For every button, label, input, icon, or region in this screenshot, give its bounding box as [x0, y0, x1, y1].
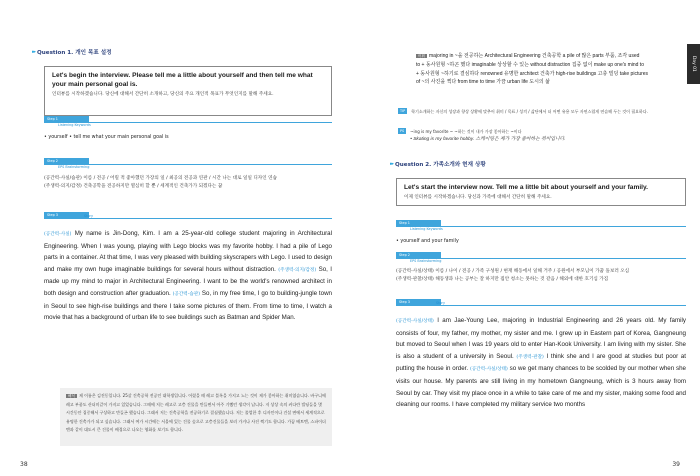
step2-title-right: EPS Brainstorming [410, 259, 442, 263]
question-1-heading: ▸▸ Question 1. 개인 목표 설정 [32, 49, 112, 56]
translation-label: 해석 [68, 394, 75, 398]
page-number-right: 39 [672, 461, 680, 468]
step3-title: Story [84, 214, 93, 218]
step1-section-right: Step 1 Listening Keywords • yourself and your family [396, 220, 686, 246]
question-2-english: Let's start the interview now. Tell me a little bit about yourself and your family. [404, 184, 648, 191]
story-text-right: (공간력-사실/상태) I am Jae-Young Lee, majoring in Industrial Engineering and 26 years old. My family consists of four, my father, my mother, my sister and me. I grew up in Eastern part of Korea, Gangneung but moved to Seoul when I was 19 years old to enter Han-Kook University. I am living with my sister. She is also a student of a university in Seoul. (주생력-관찰) I think she and I are good at studies but poor at putting the house in order. (공간력-사실/상태) so we get many chances to be scolded by our mother when she visits our house. My parents are still living in my hometown Gangneung, which is 3 hours away from Seoul by car. They visit my place once in a while to take care of me and my sister, making some food and cleaning our rooms. I have completed my military service two months [396, 317, 686, 409]
question-2-box [396, 178, 686, 206]
step3-section-right: Step 3 Story (공간력-사실/상태) I am Jae-Young Lee, majoring in Industrial Engineering and 26 years old. My family consists of four, my father, my mother, my sister and me. I grew up in Eastern part of Korea, Gangneung but moved to Seoul when I was 19 years old to enter Han-Kook University. I am living with my sister. She is also a student of a university in Seoul. (주생력-관찰) I think she and I are good at studies but poor at putting the house in order. (공간력-사실/상태) so we get many chances to be scolded by our mother when she visits our house. My parents are still living in my hometown Gangneung, which is 3 hours away from Seoul by car. They visit my place once in a while to take care of me and my sister, making some food and cleaning our rooms. I have completed my military service two months [396, 299, 686, 411]
question-2-heading: ▸▸ Question 2. 가족소개와 현재 상황 [390, 161, 486, 168]
translation-box [60, 388, 332, 446]
tip-badge: TIP [400, 109, 406, 113]
step1-keywords-right: • yourself and your family [396, 239, 459, 244]
arrow-icon: ▸▸ [390, 161, 394, 167]
step1-keywords: • yourself • tell me what your main personal goal is [44, 135, 169, 140]
story-text: (공간력-사실) My name is Jin-Dong, Kim. I am a 25-year-old college student majoring in Architectural Engineering. When I was young, playing with Lego blocks was my favorite hobby. I had a pile of Lego parts in a container. At that time, I was very pleased with building skyscrapers with Lego. I used to design and make my own huge imaginable buildings for several hours without distraction. (주생력-의지/감정) So, I made up my mind to major in Architectural Engineering. I want to be the world's renowned architect in both design and construction after graduation. (공간력-습관) So, in my free time, I go to building-jungle town in Seoul to see high-rise buildings and there I take some pictures of them. From time to time, I watch a movie that has a background of urban life to see buildings such as Batman and Spider Man. [44, 230, 332, 322]
step1-title-right: Listening Keywords [410, 227, 443, 231]
step2-line1: (공간력-사실/습관) 이름 / 전공 / 어릴 적 좋아했던 가장의 일 / 최공의 전공과 연관 / 시간 나는 대로 일일 디자인 연습 [44, 176, 278, 181]
tip-text: 학기소개하는 자신의 성장과 향상 상황에 맞추어 취미 / 목표 / 성격 / 삶단에서 더 어떤 유용 모두 자연스럽게 연습해 두는 것이 필요하다. [411, 109, 648, 114]
step1-tag: Step 1 [44, 116, 332, 123]
ps-line1: ~ing is my favorite ~ ~하는 것이 내가 가장 좋아하는 ~이다 [410, 129, 522, 134]
question-1-korean: 인터뷰를 시작하겠습니다. 당신에 대해서 간단히 소개하고, 당신의 주요 개인적 목표가 무엇인지를 말해 주세요. [52, 92, 274, 98]
right-page [350, 0, 700, 476]
step2-line2-right: (주생력-관찰/상태) 해동생과 나는 공부는 잘 하지만 집안 청소는 못하는 것 같음 / 해외에 대한 호기심 가짐 [396, 277, 609, 282]
step2-title: EPS Brainstorming [58, 165, 90, 169]
arrow-icon: ▸▸ [32, 49, 36, 55]
step3-section: Step 3 Story (공간력-사실) My name is Jin-Dong, Kim. I am a 25-year-old college student majoring in Architectural Engineering. When I was young, playing with Lego blocks was my favorite hobby. I had a pile of Lego parts in a container. At that time, I was very pleased with building skyscrapers with Lego. I used to design and make my own huge imaginable buildings for several hours without distraction. (주생력-의지/감정) So, I made up my mind to major in Architectural Engineering. I want to be the world's renowned architect in both design and construction after graduation. (공간력-습관) So, in my free time, I go to building-jungle town in Seoul to see high-rise buildings and there I take some pictures of them. From time to time, I watch a movie that has a background of urban life to see buildings such as Batman and Spider Man. [44, 212, 332, 324]
step2-line1-right: (공간력-사실/상태) 이름 / 나이 / 전공 / 가족 구성원 / 현재 해동에서 일해 거주 / 공원에서 부모님이 가꿈 돌보러 오심 [396, 269, 630, 274]
question-1-box [44, 66, 332, 116]
vocabulary-box: 어휘 majoring in ~을 전공하는 Architectural Engineering 건축공학 a pile of 많은 parts 부품, 조각 used to + 동사원형 ~하곤 했다 imaginable 상상할 수 있는 without distraction 집중 없이 make up one's mind to + 동사원형 ~하기로 결심하다 renowned 유명한 architect 건축가 high-rise buildings 고층 빌딩 take pictures of ~의 사진을 찍다 from time to time 가끔 urban life 도시의 삶 [416, 53, 649, 86]
ps-row [398, 128, 686, 143]
step1-title: Listening Keywords [58, 123, 91, 127]
step3-title-right: Story [436, 301, 445, 305]
day-tab: Day 01 [687, 44, 700, 84]
vocabulary-label: 어휘 [418, 54, 425, 58]
step2-section-right: Step 2 EPS Brainstorming (공간력-사실/상태) 이름 / 나이 / 전공 / 가족 구성원 / 현재 해동에서 일해 거주 / 공원에서 부모님이 가꿈 돌보러 오심 (주생력-관찰/상태) 해동생과 나는 공부는 잘 하지만 집안 청소는 못하는 것 같음 / 해외에 대한 호기심 가짐 [396, 252, 686, 284]
ps-line2: • Skating is my favorite hobby. 스케이팅은 제가 가장 좋아하는 취미입니다. [410, 136, 566, 142]
page-number-left: 38 [20, 461, 28, 468]
ps-badge: PS [400, 129, 405, 133]
step1-section [44, 116, 332, 142]
question-1-english: Let's begin the interview. Please tell me a little about yourself and then tell me what your main personal goal is. [52, 72, 313, 89]
step2-line2: (주생력-의지/감정) 건축공학을 전공하지만 열심히 할 뿐 / 세계적인 건축가가 되겠다는 꿈 [44, 184, 223, 189]
translation-text: 제 이름은 김진동입니다. 25살 건축공학 전공인 대학생입니다. 어렸을 때 레고 블록을 가지고 노는 것이 제가 좋아하는 취미였습니다. 바구니에 레고 부품도 산더미같이 가지고 있었습니다. 그때에 저는 레고로 고층 건물을 만들면서 아주 기뻤던 생각이 납니다. 저 상상 속의 커다란 빌딩들을 몇 시간동안 집중해서 구상하고 만들곤 했습니다. 그래서 저는 건축공학을 전공하기로 결심했습니다. 저는 졸업한 후 디자인이나 건설 면에서 세계적으로 유명한 건축가가 되고 싶습니다. 그래서 여가 시간에는 서울에 있는 건물 숲으로 고층건물들을 보러 가거나 사진 찍기도 합니다. 가끔 배트맨, 스파이더맨과 같이 대도시 큰 건물이 배경으로 나오는 영화를 보기도 합니다. [66, 393, 326, 433]
question-2-korean: 이제 인터뷰를 시작하겠습니다. 당신과 가족에 대해서 간단히 말해 주세요. [404, 195, 552, 201]
tip-row [398, 108, 686, 116]
step2-section: Step 2 EPS Brainstorming (공간력-사실/습관) 이름 / 전공 / 어릴 적 좋아했던 가장의 일 / 최공의 전공과 연관 / 시간 나는 대로 일일 디자인 연습 (주생력-의지/감정) 건축공학을 전공하지만 열심히 할 뿐 / 세계적인 건축가가 되겠다는 꿈 [44, 158, 332, 191]
